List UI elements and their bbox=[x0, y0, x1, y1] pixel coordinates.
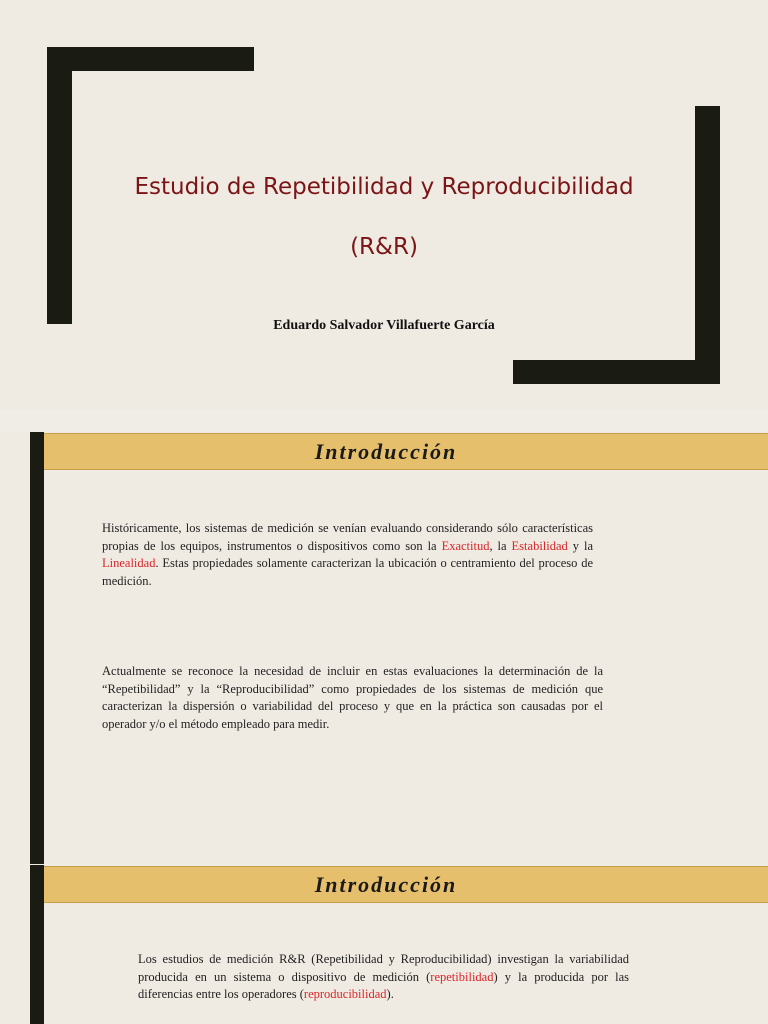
para-text: Los estudios de medición R&R (Repetibilidad y Reproducibilidad) investigan la variabilidad producida en un sistema o dispositivo de medición ( bbox=[138, 952, 629, 984]
para-text: ) y la producida por las diferencias entre los operadores ( bbox=[138, 969, 630, 1001]
frame-top-left-horizontal bbox=[47, 47, 254, 71]
slide-title-line1: Estudio de Repetibilidad y Reproducibilidad bbox=[134, 174, 634, 200]
keyword-exactitud: Exactitud bbox=[441, 538, 490, 553]
keyword-linealidad: Linealidad bbox=[102, 556, 156, 570]
para-text: ). bbox=[386, 987, 394, 1001]
section-header bbox=[44, 433, 768, 470]
author-name: Eduardo Salvador Villafuerte García bbox=[273, 318, 495, 333]
keyword-reproducibilidad: reproducibilidad bbox=[303, 987, 387, 1001]
section-header-title: Introducción bbox=[314, 438, 458, 464]
frame-bottom-right-horizontal bbox=[513, 360, 720, 384]
intro-paragraph-1 bbox=[102, 520, 593, 590]
rr-paragraph bbox=[138, 951, 629, 1004]
keyword-estabilidad: Estabilidad bbox=[511, 538, 568, 553]
slide-title-line2: (R&R) bbox=[350, 234, 418, 260]
title-slide bbox=[0, 0, 768, 410]
para-text: , la bbox=[489, 538, 512, 553]
intro-paragraph-2: Actualmente se reconoce la necesidad de incluir en estas evaluaciones la determinación de la “Repetibilidad” y la “Reproducibilidad” como propiedades de los sistemas de medición que caracterizan la dispersión o variabilidad del proceso y que en la práctica son causadas por el operador y/o el método empleado para medir. bbox=[102, 664, 603, 731]
section-header-title: Introducción bbox=[314, 871, 458, 897]
para-text: y la bbox=[567, 538, 593, 553]
slide-left-bar bbox=[30, 432, 44, 864]
para-text: Históricamente, los sistemas de medición se venían evaluando considerando sólo características propias de los equipos, instrumentos o dispositivos como son la bbox=[102, 521, 593, 553]
section-header bbox=[44, 866, 768, 903]
para-text: . Estas propiedades solamente caracterizan la ubicación o centramiento del proceso de medición. bbox=[102, 556, 593, 588]
keyword-repetibilidad: repetibilidad bbox=[430, 969, 494, 984]
intro-slide bbox=[0, 432, 768, 864]
slide-left-bar bbox=[30, 865, 44, 1024]
intro-slide-2 bbox=[0, 865, 768, 1024]
